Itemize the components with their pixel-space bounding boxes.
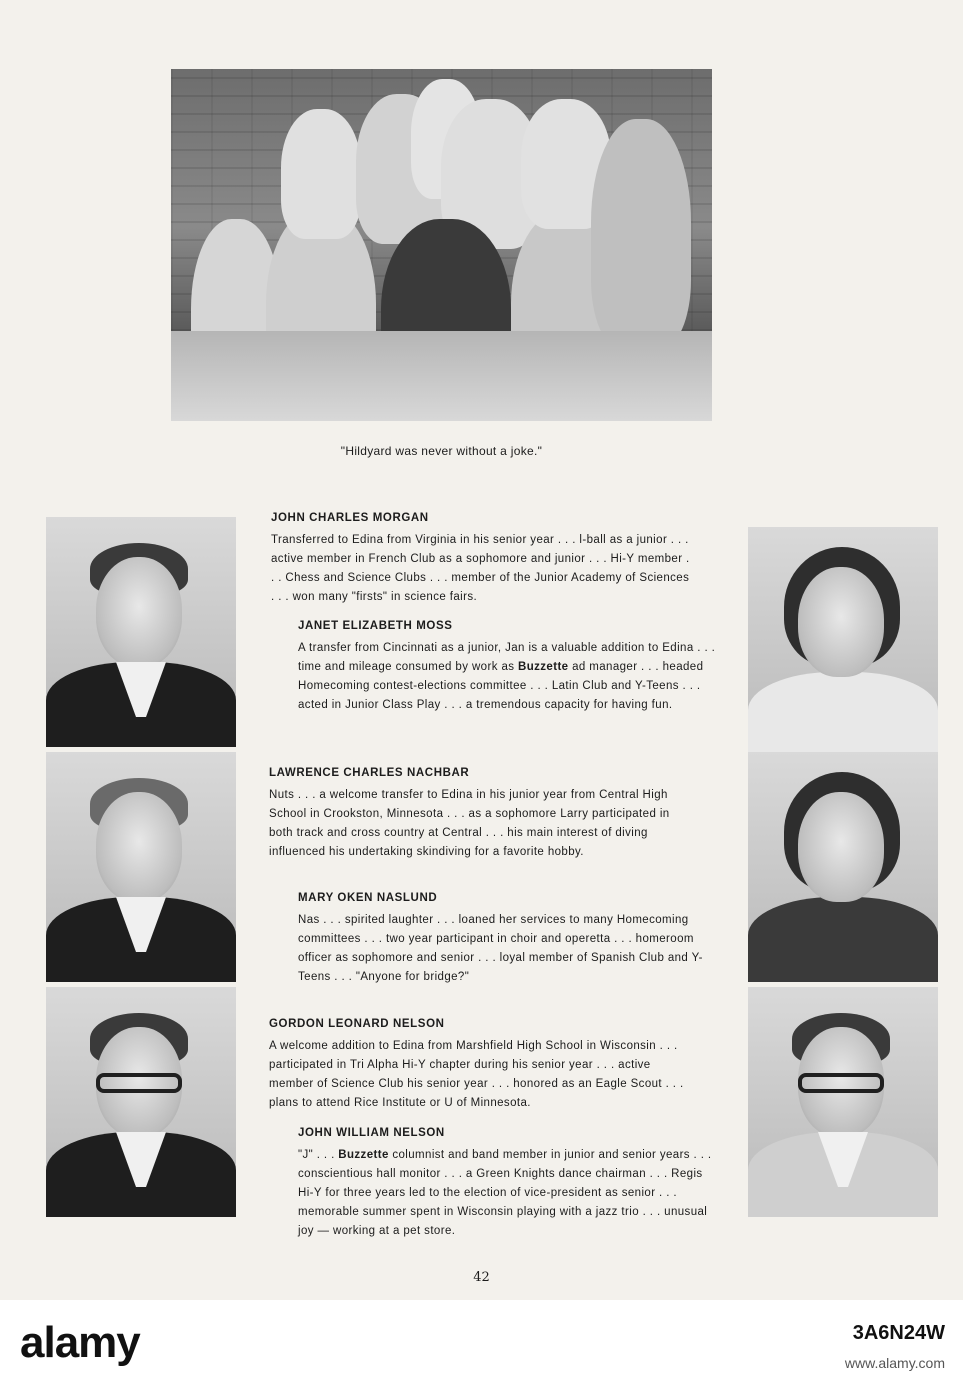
entry-name: GORDON LEONARD NELSON: [269, 1018, 445, 1030]
watermark-meta: [845, 1318, 945, 1378]
entry-bio: A welcome addition to Edina from Marshfield High School in Wisconsin . . . participated in Tri Alpha Hi-Y chapter during his senior year . . . active member of Science Club his senior year . . . honored as an Eagle Scout . . . plans to attend Rice Institute or U of Minnesota.: [269, 1040, 684, 1109]
entry-gordon-nelson: [269, 1015, 689, 1113]
entry-john-nelson: [298, 1124, 718, 1241]
group-photo: [171, 69, 712, 421]
entry-name: JOHN CHARLES MORGAN: [271, 512, 429, 524]
entry-janet-moss: [298, 617, 718, 715]
entry-bio: Nas . . . spirited laughter . . . loaned her services to many Homecoming committees . . . two year participant in choir and operetta . . . homeroom officer as sophomore and senior . . . loyal member of Spanish Club and Y-Teens . . . "Anyone for bridge?": [298, 914, 703, 983]
portrait-john-morgan: [46, 517, 236, 747]
entry-lawrence-nachbar: [269, 764, 689, 862]
group-photo-caption: "Hildyard was never without a joke.": [340, 444, 543, 458]
portrait-janet-moss: [748, 527, 938, 757]
entry-bio: A transfer from Cincinnati as a junior, Jan is a valuable addition to Edina . . . time and mileage consumed by work as Buzzette ad manager . . . headed Homecoming contest-elections committee . . . Latin Club and Y-Teens . . . acted in Junior Class Play . . . a tremendous capacity for having fun.: [298, 642, 716, 711]
image-id: 3A6N24W: [852, 1322, 945, 1344]
watermark-footer: [0, 1300, 963, 1390]
entry-name: JANET ELIZABETH MOSS: [298, 620, 453, 632]
page-number: 42: [473, 1270, 490, 1285]
portrait-john-nelson: [748, 987, 938, 1217]
portrait-gordon-nelson: [46, 987, 236, 1217]
portrait-mary-naslund: [748, 752, 938, 982]
entry-name: MARY OKEN NASLUND: [298, 892, 438, 904]
portrait-lawrence-nachbar: [46, 752, 236, 982]
entry-john-morgan: [271, 509, 691, 607]
entry-bio: Nuts . . . a welcome transfer to Edina in his junior year from Central High School in Crookston, Minnesota . . . as a sophomore Larry participated in both track and cross country at Central . . . his main interest of diving influenced his undertaking skindiving for a favorite hobby.: [269, 789, 670, 858]
entry-bio: "J" . . . Buzzette columnist and band member in junior and senior years . . . conscientious hall monitor . . . a Green Knights dance chairman . . . Regis Hi-Y for three years led to the election of vice-president as senior . . . memorable summer spent in Wisconsin playing with a jazz trio . . . unusual joy — working at a pet store.: [298, 1149, 712, 1237]
watermark-url: www.alamy.com: [844, 1355, 945, 1371]
alamy-logo: alamy: [20, 1318, 140, 1367]
entry-bio: Transferred to Edina from Virginia in his senior year . . . l-ball as a junior . . . active member in French Club as a sophomore and junior . . . Hi-Y member . . . Chess and Science Clubs . . . member of the Junior Academy of Sciences . . . won many "firsts" in science fairs.: [271, 534, 690, 603]
entry-mary-naslund: [298, 889, 718, 987]
entry-name: LAWRENCE CHARLES NACHBAR: [269, 767, 470, 779]
entry-name: JOHN WILLIAM NELSON: [298, 1127, 445, 1139]
